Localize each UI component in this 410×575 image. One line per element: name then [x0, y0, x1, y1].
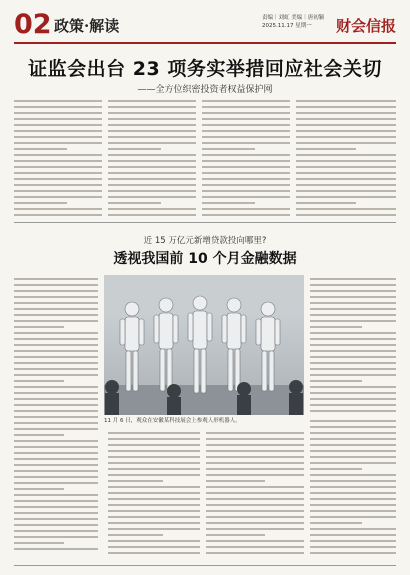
text-line-placeholder: [108, 480, 163, 482]
text-line-placeholder: [14, 350, 98, 352]
text-line-placeholder: [296, 166, 396, 168]
text-line-placeholder: [14, 136, 102, 138]
text-line-placeholder: [206, 432, 304, 434]
text-line-placeholder: [310, 534, 396, 536]
text-line-placeholder: [202, 124, 290, 126]
text-line-placeholder: [108, 462, 200, 464]
text-line-placeholder: [14, 548, 98, 550]
text-line-placeholder: [14, 410, 98, 412]
text-line-placeholder: [310, 332, 396, 334]
text-line-placeholder: [14, 130, 102, 132]
text-line-placeholder: [108, 214, 196, 216]
text-line-placeholder: [14, 428, 98, 430]
text-line-placeholder: [310, 386, 396, 388]
text-line-placeholder: [14, 196, 102, 198]
text-line-placeholder: [14, 440, 98, 442]
text-line-placeholder: [14, 362, 98, 364]
text-line-placeholder: [108, 100, 196, 102]
main-article-column: [14, 100, 102, 220]
text-line-placeholder: [310, 522, 362, 524]
text-line-placeholder: [14, 320, 98, 322]
issue-date: 2025.11.17 星期一: [262, 23, 312, 29]
text-line-placeholder: [14, 386, 98, 388]
text-line-placeholder: [108, 142, 196, 144]
text-line-placeholder: [108, 118, 196, 120]
text-line-placeholder: [296, 130, 396, 132]
text-line-placeholder: [14, 512, 98, 514]
text-line-placeholder: [310, 350, 396, 352]
text-line-placeholder: [14, 530, 98, 532]
text-line-placeholder: [202, 166, 290, 168]
text-line-placeholder: [14, 464, 98, 466]
text-line-placeholder: [14, 494, 98, 496]
text-line-placeholder: [310, 438, 396, 440]
text-line-placeholder: [310, 468, 362, 470]
text-line-placeholder: [206, 486, 304, 488]
text-line-placeholder: [310, 296, 396, 298]
text-line-placeholder: [202, 112, 290, 114]
text-line-placeholder: [310, 380, 362, 382]
text-line-placeholder: [108, 148, 161, 150]
text-line-placeholder: [14, 202, 67, 204]
second-article-column: [310, 278, 396, 416]
text-line-placeholder: [108, 160, 196, 162]
text-line-placeholder: [14, 404, 98, 406]
text-line-placeholder: [14, 332, 98, 334]
text-line-placeholder: [202, 100, 290, 102]
text-line-placeholder: [14, 214, 102, 216]
main-article-column: [296, 100, 396, 220]
text-line-placeholder: [310, 516, 396, 518]
text-line-placeholder: [14, 356, 98, 358]
text-line-placeholder: [296, 118, 396, 120]
text-line-placeholder: [14, 166, 102, 168]
text-line-placeholder: [310, 320, 396, 322]
text-line-placeholder: [14, 452, 98, 454]
text-line-placeholder: [14, 290, 98, 292]
text-line-placeholder: [202, 184, 290, 186]
text-line-placeholder: [14, 422, 98, 424]
text-line-placeholder: [310, 314, 396, 316]
text-line-placeholder: [14, 374, 98, 376]
text-line-placeholder: [14, 284, 98, 286]
text-line-placeholder: [14, 112, 102, 114]
section-title: 政策·解读: [54, 17, 120, 35]
text-line-placeholder: [310, 528, 396, 530]
text-line-placeholder: [202, 136, 290, 138]
text-line-placeholder: [206, 510, 304, 512]
text-line-placeholder: [108, 154, 196, 156]
text-line-placeholder: [310, 540, 396, 542]
text-line-placeholder: [14, 326, 64, 328]
text-line-placeholder: [296, 136, 396, 138]
text-line-placeholder: [14, 184, 102, 186]
text-line-placeholder: [14, 296, 98, 298]
text-line-placeholder: [14, 488, 64, 490]
text-line-placeholder: [206, 516, 304, 518]
text-line-placeholder: [108, 124, 196, 126]
page-header: [14, 10, 396, 42]
text-line-placeholder: [310, 278, 396, 280]
header-rule: [14, 42, 396, 44]
text-line-placeholder: [310, 368, 396, 370]
text-line-placeholder: [310, 398, 396, 400]
text-line-placeholder: [108, 178, 196, 180]
text-line-placeholder: [108, 552, 200, 554]
text-line-placeholder: [296, 142, 396, 144]
text-line-placeholder: [14, 506, 98, 508]
text-line-placeholder: [14, 344, 98, 346]
page-number: 02: [14, 9, 52, 40]
text-line-placeholder: [108, 474, 200, 476]
text-line-placeholder: [202, 196, 290, 198]
text-line-placeholder: [310, 504, 396, 506]
text-line-placeholder: [108, 432, 200, 434]
text-line-placeholder: [206, 438, 304, 440]
text-line-placeholder: [108, 534, 163, 536]
text-line-placeholder: [310, 326, 362, 328]
text-line-placeholder: [310, 444, 396, 446]
text-line-placeholder: [108, 172, 196, 174]
text-line-placeholder: [310, 480, 396, 482]
text-line-placeholder: [206, 522, 304, 524]
text-line-placeholder: [206, 444, 304, 446]
text-line-placeholder: [202, 172, 290, 174]
text-line-placeholder: [296, 106, 396, 108]
text-line-placeholder: [202, 154, 290, 156]
text-line-placeholder: [202, 106, 290, 108]
text-line-placeholder: [108, 444, 200, 446]
text-line-placeholder: [296, 184, 396, 186]
text-line-placeholder: [202, 208, 290, 210]
text-line-placeholder: [14, 160, 102, 162]
text-line-placeholder: [206, 468, 304, 470]
text-line-placeholder: [296, 100, 396, 102]
text-line-placeholder: [296, 124, 396, 126]
text-line-placeholder: [14, 142, 102, 144]
text-line-placeholder: [202, 202, 255, 204]
text-line-placeholder: [310, 426, 396, 428]
text-line-placeholder: [310, 456, 396, 458]
text-line-placeholder: [14, 314, 98, 316]
text-line-placeholder: [108, 504, 200, 506]
text-line-placeholder: [206, 450, 304, 452]
text-line-placeholder: [310, 546, 396, 548]
text-line-placeholder: [14, 392, 98, 394]
text-line-placeholder: [310, 552, 396, 554]
text-line-placeholder: [206, 480, 265, 482]
text-line-placeholder: [202, 118, 290, 120]
text-line-placeholder: [14, 416, 98, 418]
text-line-placeholder: [14, 190, 102, 192]
text-line-placeholder: [296, 154, 396, 156]
text-line-placeholder: [108, 136, 196, 138]
text-line-placeholder: [14, 338, 98, 340]
text-line-placeholder: [108, 450, 200, 452]
text-line-placeholder: [14, 178, 102, 180]
text-line-placeholder: [202, 178, 290, 180]
text-line-placeholder: [14, 380, 64, 382]
text-line-placeholder: [108, 486, 200, 488]
text-line-placeholder: [202, 160, 290, 162]
text-line-placeholder: [14, 154, 102, 156]
text-line-placeholder: [310, 510, 396, 512]
text-line-placeholder: [206, 492, 304, 494]
footer-rule: [14, 565, 396, 566]
text-line-placeholder: [202, 214, 290, 216]
text-line-placeholder: [310, 302, 396, 304]
text-line-placeholder: [310, 362, 396, 364]
text-line-placeholder: [310, 486, 396, 488]
second-kicker: 近 15 万亿元新增贷款投向哪里?: [143, 236, 267, 246]
text-line-placeholder: [202, 190, 290, 192]
text-line-placeholder: [108, 546, 200, 548]
robot-expo-photo: [104, 275, 304, 415]
text-line-placeholder: [14, 518, 98, 520]
humanoid-robots-image: [104, 275, 304, 415]
text-line-placeholder: [14, 536, 98, 538]
text-line-placeholder: [310, 338, 396, 340]
text-line-placeholder: [296, 160, 396, 162]
text-line-placeholder: [14, 278, 98, 280]
text-line-placeholder: [206, 552, 304, 554]
text-line-placeholder: [108, 202, 161, 204]
text-line-placeholder: [310, 498, 396, 500]
text-line-placeholder: [206, 534, 265, 536]
text-line-placeholder: [296, 172, 396, 174]
text-line-placeholder: [296, 112, 396, 114]
text-line-placeholder: [14, 172, 102, 174]
text-line-placeholder: [310, 474, 396, 476]
text-line-placeholder: [206, 504, 304, 506]
text-line-placeholder: [296, 208, 396, 210]
text-line-placeholder: [310, 404, 396, 406]
text-line-placeholder: [14, 446, 98, 448]
editor-line: 责编｜刘虹 美编｜唐初颖: [262, 15, 325, 21]
text-line-placeholder: [108, 196, 196, 198]
text-line-placeholder: [108, 540, 200, 542]
text-line-placeholder: [310, 450, 396, 452]
text-line-placeholder: [310, 432, 396, 434]
main-article-column: [108, 100, 196, 220]
text-line-placeholder: [108, 112, 196, 114]
text-line-placeholder: [310, 374, 396, 376]
second-headline: 透视我国前 10 个月金融数据: [113, 251, 297, 267]
text-line-placeholder: [202, 148, 255, 150]
text-line-placeholder: [108, 106, 196, 108]
text-line-placeholder: [206, 528, 304, 530]
text-line-placeholder: [108, 456, 200, 458]
text-line-placeholder: [14, 100, 102, 102]
text-line-placeholder: [296, 190, 396, 192]
text-line-placeholder: [206, 498, 304, 500]
text-line-placeholder: [310, 392, 396, 394]
main-article-column: [202, 100, 290, 220]
text-line-placeholder: [108, 184, 196, 186]
text-line-placeholder: [108, 510, 200, 512]
text-line-placeholder: [296, 178, 396, 180]
main-subtitle: ——全方位织密投资者权益保护网: [137, 85, 273, 95]
article-divider: [14, 222, 396, 223]
text-line-placeholder: [14, 476, 98, 478]
text-line-placeholder: [108, 190, 196, 192]
text-line-placeholder: [108, 468, 200, 470]
text-line-placeholder: [296, 196, 396, 198]
second-article-column: [310, 420, 396, 558]
text-line-placeholder: [14, 148, 67, 150]
text-line-placeholder: [14, 308, 98, 310]
text-line-placeholder: [206, 540, 304, 542]
main-headline: 证监会出台 23 项务实举措回应社会关切: [28, 58, 382, 80]
text-line-placeholder: [14, 458, 98, 460]
text-line-placeholder: [296, 148, 356, 150]
text-line-placeholder: [310, 410, 396, 412]
text-line-placeholder: [14, 106, 102, 108]
text-line-placeholder: [14, 124, 102, 126]
text-line-placeholder: [14, 524, 98, 526]
second-article-column: [14, 278, 98, 554]
text-line-placeholder: [310, 462, 396, 464]
text-line-placeholder: [206, 474, 304, 476]
text-line-placeholder: [296, 202, 356, 204]
text-line-placeholder: [14, 542, 64, 544]
text-line-placeholder: [108, 438, 200, 440]
text-line-placeholder: [296, 214, 396, 216]
text-line-placeholder: [310, 356, 396, 358]
text-line-placeholder: [310, 344, 396, 346]
text-line-placeholder: [108, 166, 196, 168]
text-line-placeholder: [14, 398, 98, 400]
text-line-placeholder: [14, 500, 98, 502]
text-line-placeholder: [14, 470, 98, 472]
text-line-placeholder: [108, 130, 196, 132]
text-line-placeholder: [310, 420, 396, 422]
text-line-placeholder: [202, 142, 290, 144]
second-article-column: [206, 432, 304, 558]
masthead: 财会信报: [335, 17, 396, 35]
text-line-placeholder: [310, 290, 396, 292]
text-line-placeholder: [14, 302, 98, 304]
photo-caption: 11 月 6 日，观众在安徽某科技展会上参观人形机器人。: [104, 418, 241, 424]
text-line-placeholder: [310, 492, 396, 494]
text-line-placeholder: [202, 130, 290, 132]
text-line-placeholder: [108, 208, 196, 210]
text-line-placeholder: [310, 308, 396, 310]
text-line-placeholder: [206, 462, 304, 464]
text-line-placeholder: [108, 528, 200, 530]
text-line-placeholder: [14, 208, 102, 210]
second-article-column: [108, 432, 200, 558]
text-line-placeholder: [14, 434, 64, 436]
text-line-placeholder: [206, 546, 304, 548]
text-line-placeholder: [206, 456, 304, 458]
text-line-placeholder: [108, 492, 200, 494]
text-line-placeholder: [14, 482, 98, 484]
text-line-placeholder: [108, 516, 200, 518]
text-line-placeholder: [14, 118, 102, 120]
text-line-placeholder: [310, 284, 396, 286]
text-line-placeholder: [108, 498, 200, 500]
text-line-placeholder: [14, 368, 98, 370]
text-line-placeholder: [108, 522, 200, 524]
